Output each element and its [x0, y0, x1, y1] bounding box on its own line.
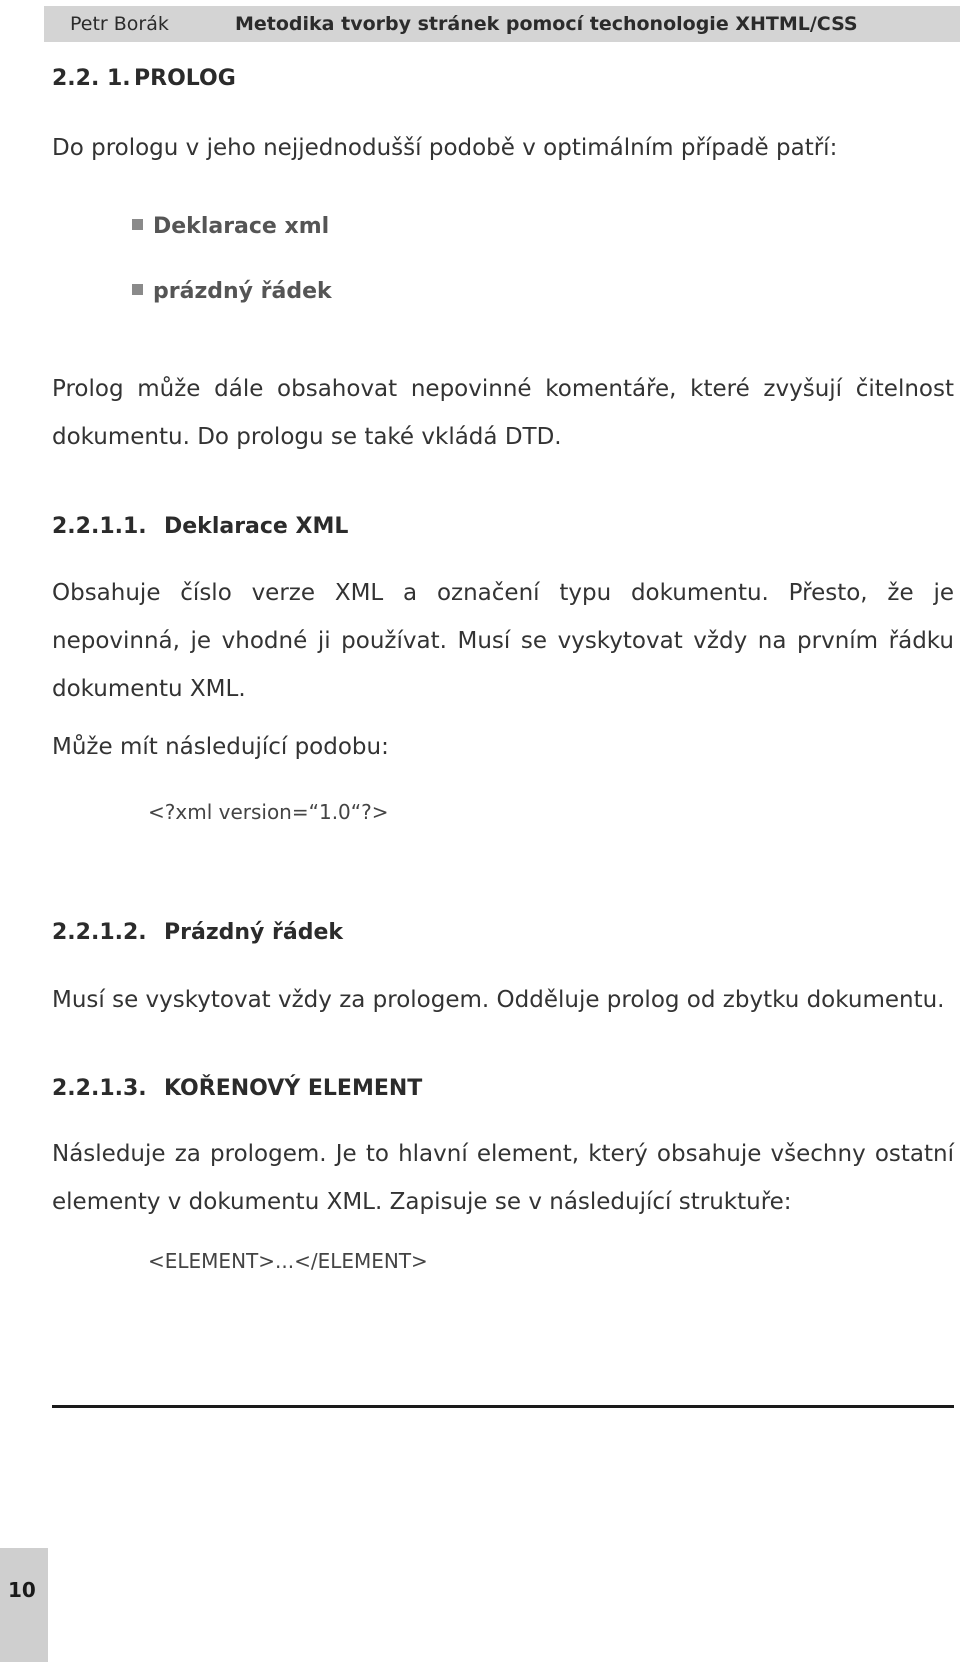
subsection-heading-root-element	[52, 1076, 423, 1101]
xml-declaration-code: <?xml version=“1.0“?>	[148, 800, 389, 824]
section-number: 2.2.1.1.	[52, 514, 147, 539]
footer-divider	[52, 1405, 954, 1408]
prolog-paragraph: Prolog může dále obsahovat nepovinné komentáře, které zvyšují čitelnost dokumentu. Do prologu se také vkládá DTD.	[52, 376, 954, 450]
list-item-label: Deklarace xml	[153, 214, 330, 239]
section-title: KOŘENOVÝ ELEMENT	[164, 1076, 423, 1101]
section-number: 2.2.1.3.	[52, 1076, 147, 1101]
section-title: PROLOG	[134, 66, 236, 91]
xml-declaration-form-intro: Může mít následující podobu:	[52, 734, 389, 760]
xml-declaration-paragraph: Obsahuje číslo verze XML a označení typu dokumentu. Přesto, že je nepovinná, je vhodné ji používat. Musí se vyskytovat vždy na prvním řádku dokumentu XML.	[52, 580, 954, 702]
header-title: Metodika tvorby stránek pomocí techonologie XHTML/CSS	[235, 13, 858, 35]
prolog-intro: Do prologu v jeho nejjednodušší podobě v optimálním případě patří:	[52, 135, 838, 161]
list-item	[132, 279, 332, 304]
section-title: Deklarace XML	[164, 514, 349, 539]
subsection-heading-empty-line	[52, 920, 344, 945]
root-element-paragraph: Následuje za prologem. Je to hlavní element, který obsahuje všechny ostatní elementy v dokumentu XML. Zapisuje se v následující struktuře:	[52, 1141, 954, 1215]
page-number: 10	[8, 1578, 36, 1602]
section-number: 2.2. 1.	[52, 66, 131, 91]
section-title: Prázdný řádek	[164, 920, 344, 945]
subsection-heading-xml-declaration	[52, 514, 349, 539]
section-heading-prolog	[52, 66, 236, 91]
square-bullet-icon	[132, 284, 143, 295]
section-number: 2.2.1.2.	[52, 920, 147, 945]
header-author: Petr Borák	[70, 13, 169, 35]
list-item	[132, 214, 329, 239]
list-item-label: prázdný řádek	[153, 279, 332, 304]
empty-line-paragraph: Musí se vyskytovat vždy za prologem. Odděluje prolog od zbytku dokumentu.	[52, 987, 945, 1013]
running-header	[44, 6, 960, 42]
page-number-box	[0, 1548, 48, 1662]
square-bullet-icon	[132, 219, 143, 230]
root-element-code: <ELEMENT>...</ELEMENT>	[148, 1249, 428, 1273]
